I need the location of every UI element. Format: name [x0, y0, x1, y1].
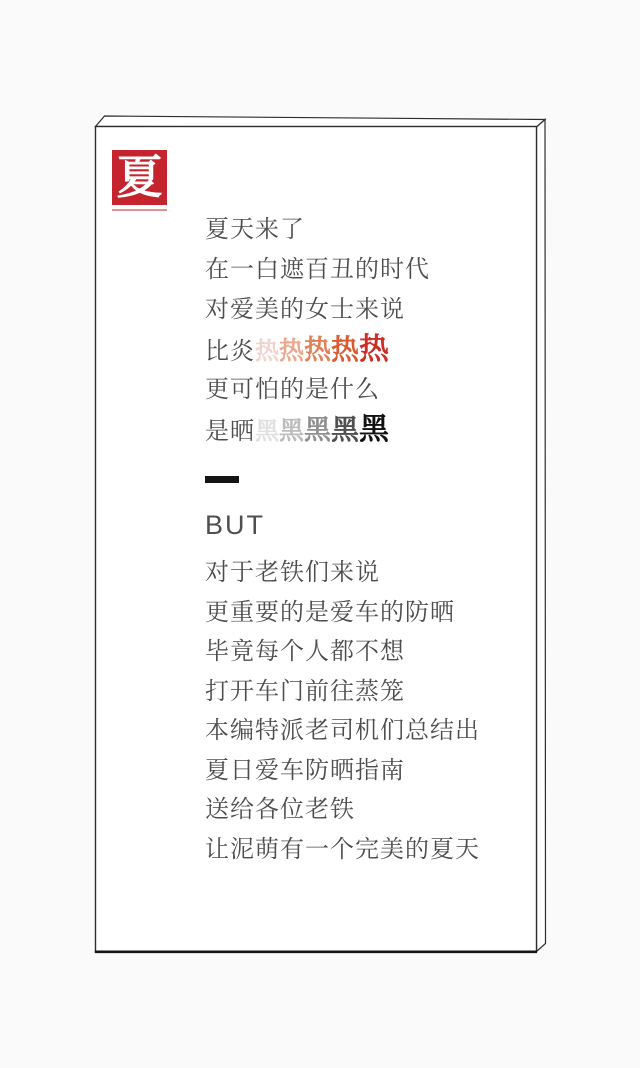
poem-line: 在一白遮百丑的时代 [205, 256, 430, 283]
poem-line: 夏日爱车防晒指南 [205, 756, 405, 784]
poem-line: 本编特派老司机们总结出 [205, 717, 480, 744]
poem-line: 打开车门前往蒸笼 [205, 677, 405, 705]
emphasis-char: 黑 [279, 417, 305, 445]
emphasis-char: 热 [255, 338, 279, 365]
emphasis-char: 热 [359, 333, 390, 366]
poem-text-column [205, 210, 525, 869]
emphasis-char: 黑 [304, 415, 332, 445]
poem-line: 对爱美的女士来说 [205, 296, 405, 323]
emphasis-prefix: 是晒 [205, 418, 255, 445]
poem-line: 更可怕的是什么 [205, 376, 380, 403]
poem-line: 让泥萌有一个完美的夏天 [205, 835, 480, 863]
poem-line [205, 330, 525, 370]
poem-block-bottom [205, 553, 525, 869]
poem-line: 送给各位老铁 [205, 796, 355, 823]
poem-line [205, 410, 525, 450]
emphasis-char: 黑 [255, 418, 279, 445]
book-right-face [537, 120, 546, 952]
summer-seal-logo [112, 150, 167, 205]
card-front [95, 126, 537, 952]
but-label: BUT [205, 510, 265, 540]
emphasis-char: 热 [279, 337, 305, 365]
poem-line: 对于老铁们来说 [205, 559, 380, 586]
poem-line: 夏天来了 [205, 216, 305, 243]
emphasis-char: 热 [331, 334, 360, 365]
emphasis-char: 黑 [359, 413, 390, 446]
logo-caption-line [112, 209, 167, 211]
divider-dash [205, 476, 239, 483]
poem-line: 毕竟每个人都不想 [205, 638, 405, 665]
emphasis-prefix: 比炎 [205, 338, 255, 365]
poem-block-top [205, 210, 525, 450]
emphasis-char: 热 [304, 335, 332, 365]
logo-character: 夏 [116, 150, 163, 204]
emphasis-char: 黑 [331, 414, 360, 445]
poem-line: 更重要的是爱车的防晒 [205, 598, 455, 626]
